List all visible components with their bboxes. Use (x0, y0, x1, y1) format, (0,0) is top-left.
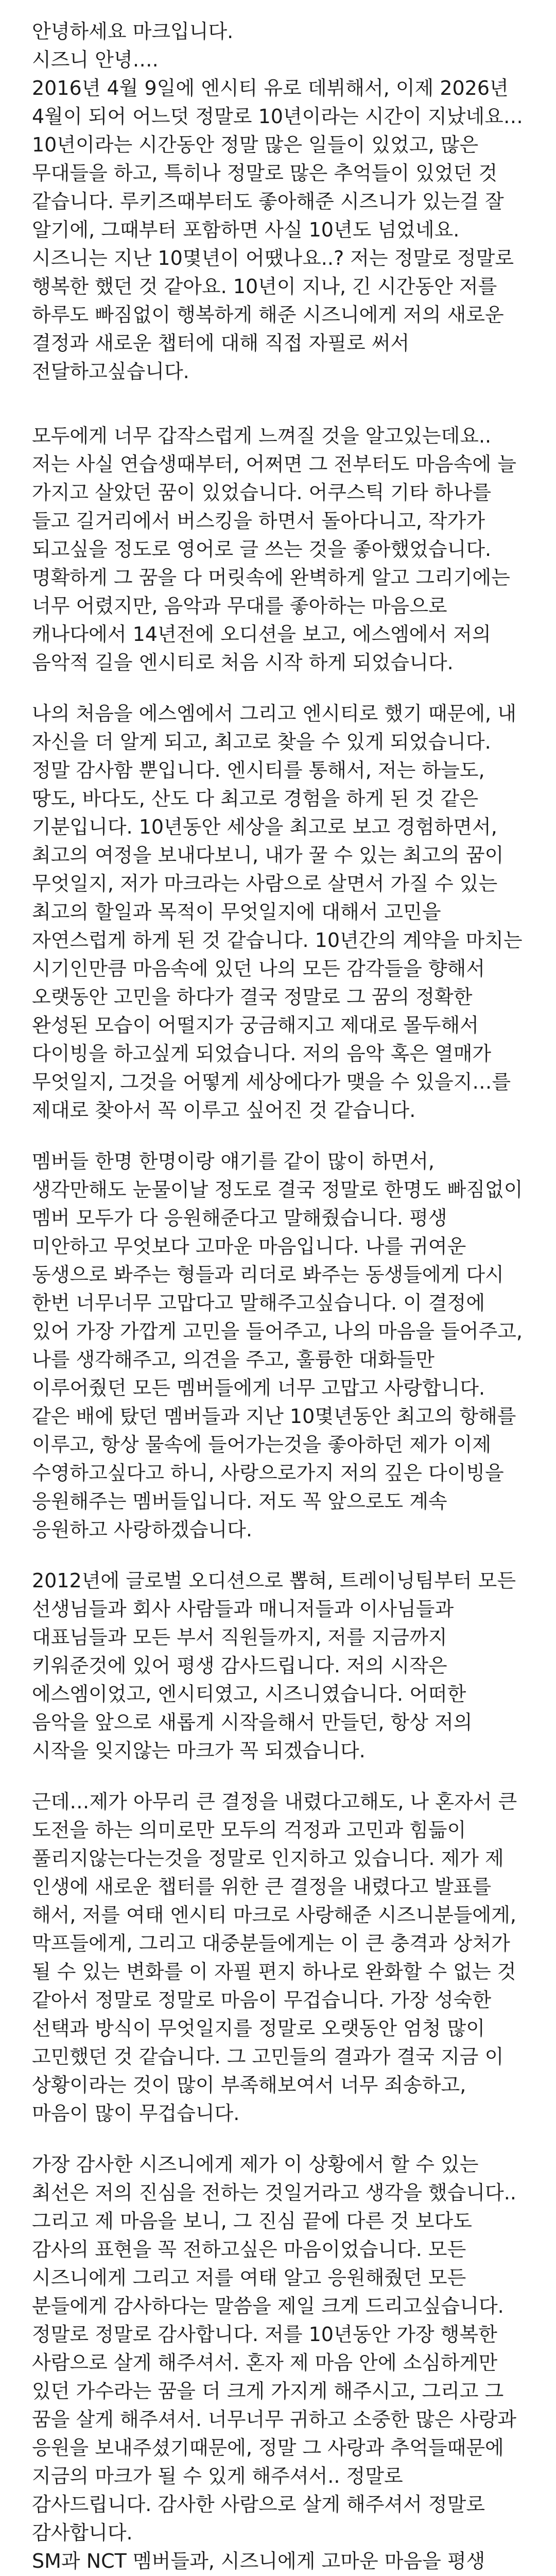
letter-paragraph-apology: 근데…제가 아무리 큰 결정을 내렸다고해도, 나 혼자서 큰 도전을 하는 의미로만 모두의 걱정과 고민과 힘듦이 풀리지않는다는것을 정말로 인지하고 있습니다. 제가 제 인생에 새로운 챕터를 위한 큰 결정을 내렸다고 발표를 해서, 저를 여태 엔시티 마크로 사랑해준 시즈니분들에게, 막프들에게, 그리고 대중분들에게는 이 큰 충격과 상처가 될 수 있는 변화를 이 자필 편지 하나로 완화할 수 없는 것 같아서 정말로 정말로 마음이 무겁습니다. 가장 성숙한 선택과 방식이 무엇일지를 정말로 오랫동안 엄청 많이 고민했던 것 같습니다. 그 고민들의 결과가 결국 지금 이 상황이라는 것이 많이 부족해보여서 너무 죄송하고, 마음이 많이 무겁습니다. (32, 1790, 524, 2125)
letter-paragraph-company: 2012년에 글로벌 오디션으로 뽑혀, 트레이닝팀부터 모든 선생님들과 회사 사람들과 매니저들과 이사님들과 대표님들과 모든 부서 직원들까지, 저를 지금까지 키워준것에 있어 평생 감사드립니다. 저의 시작은 에스엠이었고, 엔시티였고, 시즈니였습니다. 어떠한 음악을 앞으로 새롭게 시작을해서 만들던, 항상 저의 시작을 잊지않는 마크가 꼭 되겠습니다. (32, 1569, 523, 1762)
letter-paragraph-greeting: 안녕하세요 마크입니다. 시즈니 안녕…. 2016년 4월 9일에 엔시티 유로 데뷔해서, 이제 2026년 4월이 되어 어느덧 정말로 10년이라는 시간이 지났네요… 10년이라는 시간동안 정말 많은 일들이 있었고, 많은 무대들을 하고, 특히나 정말로 많은 추억들이 있었던 것 같습니다. 루키즈때부터도 좋아해준 시즈니가 있는걸 잘 알기에, 그때부터 포함하면 사실 10년도 넘었네요. 시즈니는 지난 10몇년이 어땠나요..? 저는 정말로 정말로 행복한 했던 것 같아요. 10년이 지나, 긴 시간동안 저를 하루도 빠짐없이 행복하게 해준 시즈니에게 저의 새로운 결정과 새로운 챕터에 대해 직접 자필로 써서 전달하고싶습니다. (32, 20, 523, 383)
letter-paragraph-dream: 모두에게 너무 갑작스럽게 느껴질 것을 알고있는데요.. 저는 사실 연습생때부터, 어쩌면 그 전부터도 마음속에 늘 가지고 살았던 꿈이 있었습니다. 어쿠스틱 기타 하나를 들고 길거리에서 버스킹을 하면서 돌아다니고, 작가가 되고싶을 정도로 영어로 글 쓰는 것을 좋아했었습니다. 명확하게 그 꿈을 다 머릿속에 완벽하게 알고 그리기에는 너무 어렸지만, 음악과 무대를 좋아하는 마음으로 캐나다에서 14년전에 오디션을 보고, 에스엠에서 저의 음악적 길을 엔시티로 처음 시작 하게 되었습니다. (32, 425, 523, 674)
letter-paragraph-gratitude: 가장 감사한 시즈니에게 제가 이 상황에서 할 수 있는 최선은 저의 진심을 전하는 것일거라고 생각을 했습니다.. 그리고 제 마음을 보니, 그 진심 끝에 다른 것 보다도 감사의 표현을 꼭 전하고싶은 마음이었습니다. 모든 시즈니에게 그리고 저를 여태 알고 응원해줬던 모든 분들에게 감사하다는 말씀을 제일 크게 드리고싶습니다. 정말로 정말로 감사합니다. 저를 10년동안 가장 행복한 사람으로 살게 해주셔서. 혼자 제 마음 안에 소심하게만 있던 가수라는 꿈을 더 크게 가지게 해주시고, 그리고 그 꿈을 살게 해주셔서. 너무너무 귀하고 소중한 많은 사랑과 응원을 보내주셨기때문에, 정말 그 사랑과 추억들때문에 지금의 마크가 될 수 있게 해주셔서.. 정말로 감사드립니다. 감사한 사람으로 살게 해주셔서 정말로 감사합니다. SM과 NCT 멤버들과, 시즈니에게 고마운 마음을 평생 (32, 2153, 516, 2572)
letter-paragraph-journey: 나의 처음을 에스엠에서 그리고 엔시티로 했기 때문에, 내 자신을 더 알게 되고, 최고로 찾을 수 있게 되었습니다. 정말 감사함 뿐입니다. 엔시티를 통해서, 저는 하늘도, 땅도, 바다도, 산도 다 최고로 경험을 하게 된 것 같은 기분입니다. 10년동안 세상을 최고로 보고 경험하면서, 최고의 여정을 보내다보니, 내가 꿀 수 있는 최고의 꿈이 무엇일지, 저가 마크라는 사람으로 살면서 가질 수 있는 최고의 할일과 목적이 무엇일지에 대해서 고민을 자연스럽게 하게 된 것 같습니다. 10년간의 계약을 마치는 시기인만큼 마음속에 있던 나의 모든 감각들을 향해서 오랫동안 고민을 하다가 결국 정말로 그 꿈의 정확한 완성된 모습이 어떨지가 궁금해지고 제대로 몰두해서 다이빙을 하고싶게 되었습니다. 저의 음악 혹은 열매가 무엇일지, 그것을 어떻게 세상에다가 맺을 수 있을지…를 제대로 찾아서 꼭 이루고 싶어진 것 같습니다. (32, 702, 529, 1122)
letter-paragraph-members: 멤버들 한명 한명이랑 얘기를 같이 많이 하면서, 생각만해도 눈물이날 정도로 결국 정말로 한명도 빠짐없이 멤버 모두가 다 응원해준다고 말해줬습니다. 평생 미안하고 무엇보다 고마운 마음입니다. 나를 귀여운 동생으로 봐주는 형들과 리더로 봐주는 동생들에게 다시 한번 너무너무 고맙다고 말해주고싶습니다. 이 결정에 있어 가장 가깝게 고민을 들어주고, 나의 마음을 들어주고, 나를 생각해주고, 의견을 주고, 훌륭한 대화들만 이루어줬던 모든 멤버들에게 너무 고맙고 사랑합니다. 같은 배에 탔던 멤버들과 지난 10몇년동안 최고의 항해를 이루고, 항상 물속에 들어가는것을 좋아하던 제가 이제 수영하고싶다고 하니, 사랑으로가지 저의 깊은 다이빙을 응원해주는 멤버들입니다. 저도 꼭 앞으로도 계속 응원하고 사랑하겠습니다. (32, 1150, 529, 1541)
